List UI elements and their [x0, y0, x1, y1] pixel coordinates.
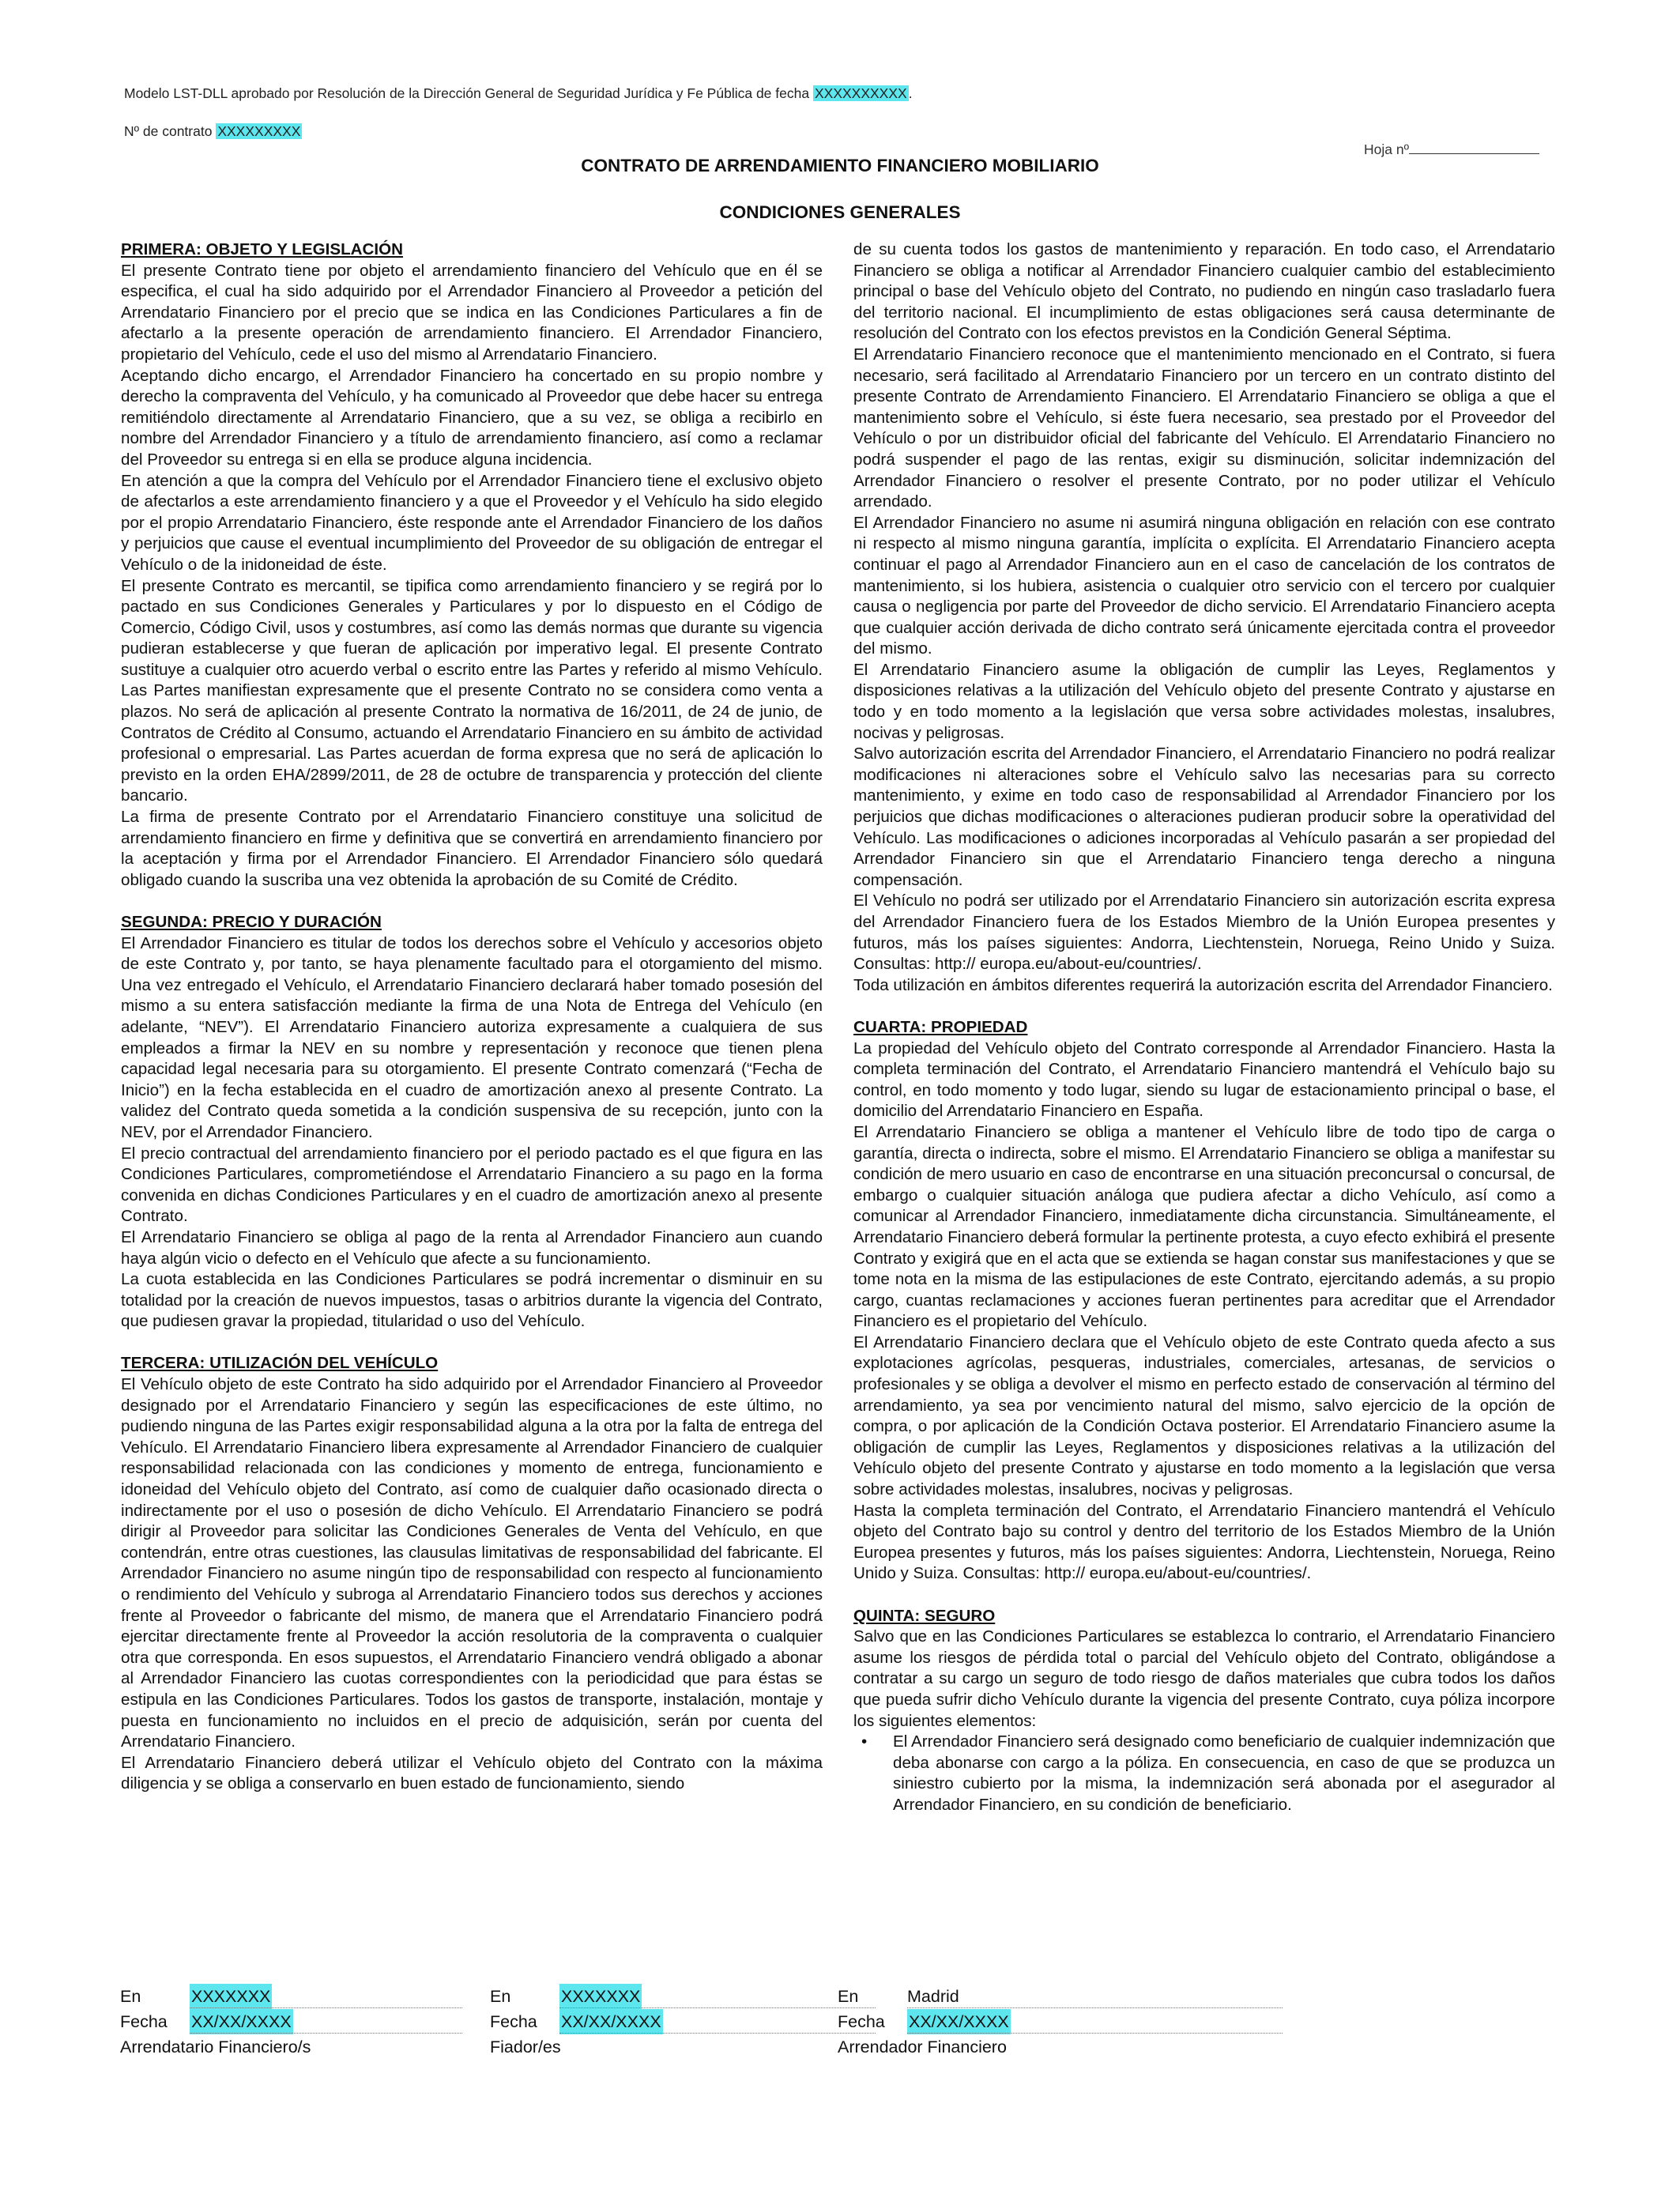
- paragraph: de su cuenta todos los gastos de mantenimiento y reparación. En todo caso, el Arrendatario Financiero se obliga a notificar al Arrendador Financiero cualquier cambio del establecimiento principal o base del Vehículo objeto del Contrato, no pudiendo en ningún caso trasladarlo fuera del territorio nacional. El incumplimiento de estas obligaciones será causa determinante de resolución del Contrato con los efectos previstos en la Condición General Séptima.: [853, 240, 1555, 343]
- date-row: [120, 2009, 311, 2034]
- date-label: Fecha: [838, 2012, 885, 2031]
- date-row: [490, 2009, 661, 2034]
- date-label: Fecha: [490, 2012, 537, 2031]
- paragraph: El Arrendador Financiero es titular de todos los derechos sobre el Vehículo y accesorios objeto de este Contrato y, por tanto, se haya plenamente facultado para el otorgamiento del mismo. Una vez entregado el Vehículo, el Arrendatario Financiero declarará haber tomado posesión del mismo a su entera satisfacción mediante la firma de una Nota de Entrega del Vehículo (en adelante, “NEV”). El Arrendatario Financiero autoriza expresamente a cualquiera de sus empleados a firmar la NEV en su nombre y representación y reconoce que tienen plena capacidad legal necesaria para su otorgamiento. El presente Contrato comenzará (“Fecha de Inicio”) en la fecha establecida en el cuadro de amortización anexo al presente Contrato. La validez del Contrato queda sometida a la condición suspensiva de su recepción, junto con la NEV, por el Arrendador Financiero.: [121, 933, 823, 1141]
- contract-number-line: [124, 123, 302, 140]
- place-label: En: [490, 1987, 511, 2006]
- document-subtitle: CONDICIONES GENERALES: [719, 202, 961, 222]
- place-row: [490, 1984, 641, 2009]
- paragraph: El Arrendatario Financiero se obliga a mantener el Vehículo libre de todo tipo de carga o garantía, directa o indirecta, sobre el mismo. El Arrendatario Financiero se obliga a manifestar su condición de mero usuario en caso de encontrarse en una situación preconcursal o concursal, de embargo o cualquier situación análoga que pudiera afectar a dicho Vehículo, así como a comunicar al Arrendador Financiero, inmediatamente dicha circunstancia. Simultáneamente, el Arrendatario Financiero deberá formular la pertinente protesta, a cuyo efecto exhibirá el presente Contrato y exigirá que en el acta que se extienda se hagan constar sus manifestaciones y que se tome nota en la misma de las estipulaciones de este Contrato, ejercitando además, a su propio cargo, cuantas reclamaciones y acciones fueran pertinentes para acreditar que el Arrendador Financiero es el propietario del Vehículo.: [853, 1122, 1555, 1331]
- paragraph: El Arrendatario Financiero declara que el Vehículo objeto de este Contrato queda afecto a sus explotaciones agrícolas, pesqueras, industriales, comerciales, artesanas, de servicios o profesionales y se obliga a devolver el mismo en perfecto estado de conservación al término del arrendamiento, ya sea por vencimiento natural del mismo, salvo ejercicio de la opción de compra, o por aplicación de la Condición Octava posterior. El Arrendatario Financiero asume la obligación de cumplir las Leyes, Reglamentos y disposiciones relativas a la utilización del Vehículo objeto del presente Contrato y ajustarse en todo momento a la legislación que versa sobre actividades molestas, insalubres, nocivas y peligrosas.: [853, 1333, 1555, 1499]
- place-value[interactable]: XXXXXXX: [559, 1984, 642, 2009]
- place-underline: [190, 2007, 462, 2008]
- model-approval-suffix: .: [908, 85, 913, 101]
- paragraph: El presente Contrato tiene por objeto el arrendamiento financiero del Vehículo que en él se especifica, el cual ha sido adquirido por el Arrendador Financiero al Proveedor a petición del Arrendatario Financiero por el precio que se indica en las Condiciones Particulares a fin de afectarlo a la presente operación de arrendamiento financiero. El Arrendador Financiero, propietario del Vehículo, cede el uso del mismo al Arrendatario Financiero.: [121, 261, 823, 364]
- section-spacer: [121, 891, 823, 912]
- signatory-caption: Fiador/es: [490, 2038, 561, 2056]
- signature-block-guarantor: [490, 1984, 661, 2060]
- paragraph: En atención a que la compra del Vehículo por el Arrendador Financiero tiene el exclusivo objeto de afectarlos a este arrendamiento financiero y a que el Proveedor y el Vehículo ha sido elegido por el propio Arrendatario Financiero, éste responde ante el Arrendador Financiero de los daños y perjuicios que cause el eventual incumplimiento del Proveedor de su obligación de entregar el Vehículo o de la inidoneidad de éste.: [121, 471, 823, 574]
- section-heading-quinta: QUINTA: SEGURO: [853, 1606, 996, 1625]
- place-row: [120, 1984, 311, 2009]
- place-underline: [559, 2007, 876, 2008]
- date-underline: [907, 2033, 1283, 2034]
- model-approval-text: Modelo LST-DLL aprobado por Resolución de la Dirección General de Seguridad Jurídica y Fe Pública de fecha: [124, 85, 810, 101]
- model-approval-line: [124, 85, 913, 102]
- date-value[interactable]: XX/XX/XXXX: [907, 2009, 1011, 2034]
- section-heading-tercera: TERCERA: UTILIZACIÓN DEL VEHÍCULO: [121, 1354, 439, 1373]
- date-label: Fecha: [120, 2012, 168, 2031]
- place-underline: [907, 2007, 1283, 2008]
- date-value[interactable]: XX/XX/XXXX: [190, 2009, 293, 2034]
- paragraph: Salvo que en las Condiciones Particulares se establezca lo contrario, el Arrendatario Financiero asume los riesgos de pérdida total o parcial del Vehículo objeto del Contrato, obligándose a contratar a su cargo un seguro de todo riesgo de daños materiales que cubra todos los daños que pueda sufrir dicho Vehículo durante la vigencia del presente Contrato, cuya póliza incorpore los siguientes elementos:: [853, 1627, 1555, 1730]
- model-date-placeholder: XXXXXXXXXX: [814, 85, 907, 101]
- place-value[interactable]: Madrid: [907, 1987, 959, 2006]
- signature-block-lessor: [838, 1984, 1007, 2060]
- section-spacer: [853, 1585, 1555, 1606]
- contract-number-label: Nº de contrato: [124, 123, 213, 139]
- place-label: En: [838, 1987, 859, 2006]
- paragraph: El Vehículo no podrá ser utilizado por el Arrendatario Financiero sin autorización escrita expresa del Arrendador Financiero fuera de los Estados Miembro de la Unión Europea presentes y futuros, más los países siguientes: Andorra, Liechtenstein, Noruega, Reino Unido y Suiza. Consultas: http:// europa.eu/about-eu/countries/.: [853, 892, 1555, 974]
- paragraph: El Arrendador Financiero no asume ni asumirá ninguna obligación en relación con ese contrato ni respecto al mismo ninguna garantía, implícita o explícita. El Arrendatario Financiero acepta continuar el pago al Arrendador Financiero aun en el caso de cancelación de los contratos de mantenimiento, si los hubiera, asistencia o cualquier otro servicio con el tercero por cualquier causa o negligencia por parte del Proveedor de dicho servicio. El Arrendatario Financiero acepta que cualquier acción derivada de dicho contrato será únicamente ejercitada contra el proveedor del mismo.: [853, 513, 1555, 658]
- paragraph: El Arrendatario Financiero asume la obligación de cumplir las Leyes, Reglamentos y disposiciones relativas a la utilización del Vehículo objeto del presente Contrato y ajustarse en todo y en todo momento a la legislación que versa sobre actividades molestas, insalubres, nocivas y peligrosas.: [853, 660, 1555, 742]
- paragraph: El Vehículo objeto de este Contrato ha sido adquirido por el Arrendador Financiero al Proveedor designado por el Arrendatario Financiero y según las especificaciones de este último, no pudiendo ninguna de las Partes exigir responsabilidad alguna a la otra por la falta de entrega del Vehículo. El Arrendatario Financiero libera expresamente al Arrendador Financiero de cualquier responsabilidad relacionada con las condiciones y momento de entrega, funcionamiento e idoneidad del Vehículo objeto del Contrato, así como de cualquier daño ocasionado directa o indirectamente por el uso o posesión de dicho Vehículo. El Arrendatario Financiero se podrá dirigir al Proveedor para solicitar las Condiciones Generales de Venta del Vehículo, en que contendrán, entre otras cuestiones, las clausulas limitativas de responsabilidad del fabricante. El Arrendador Financiero no asume ningún tipo de responsabilidad con respecto al funcionamiento o rendimiento del Vehículo y subroga al Arrendatario Financiero todos sus derechos y acciones frente al Proveedor o fabricante del mismo, de manera que el Arrendatario Financiero podrá ejercitar directamente frente al Proveedor la acción resolutoria de la compraventa o cualquier otra que corresponda. En esos supuestos, el Arrendatario Financiero vendrá obligado a abonar al Arrendador Financiero las cuotas correspondientes con la periodicidad que para éstas se estipula en las Condiciones Particulares. Todos los gastos de transporte, instalación, montaje y puesta en funcionamiento no incluidos en el precio de adquisición, serán por cuenta del Arrendatario Financiero.: [121, 1375, 823, 1751]
- section-spacer: [121, 1333, 823, 1354]
- paragraph: La cuota establecida en las Condiciones Particulares se podrá incrementar o disminuir en su totalidad por la creación de nuevos impuestos, tasas o arbitrios durante la vigencia del Contrato, que pudiesen gravar la propiedad, titularidad o uso del Vehículo.: [121, 1270, 823, 1331]
- signature-block-lessee: [120, 1984, 311, 2060]
- place-row: [838, 1984, 1007, 2009]
- right-column: [853, 239, 1555, 1969]
- signatory-caption: Arrendatario Financiero/s: [120, 2038, 311, 2056]
- date-underline: [559, 2033, 876, 2034]
- signatory-caption: Arrendador Financiero: [838, 2038, 1007, 2056]
- document-title: CONTRATO DE ARRENDAMIENTO FINANCIERO MOBILIARIO: [581, 156, 1099, 175]
- paragraph: La propiedad del Vehículo objeto del Contrato corresponde al Arrendador Financiero. Hasta la completa terminación del Contrato, el Arrendatario Financiero mantendrá el Vehículo bajo su control, en todo momento y todo lugar, siendo su lugar de estacionamiento principal o base, el domicilio del Arrendatario Financiero en España.: [853, 1039, 1555, 1121]
- paragraph: La firma de presente Contrato por el Arrendatario Financiero constituye una solicitud de arrendamiento financiero en firme y definitiva que se convertirá en arrendamiento financiero por la aceptación y firma por el Arrendador Financiero. El Arrendador Financiero sólo quedará obligado cuando la suscriba una vez obtenida la aprobación de su Comité de Crédito.: [121, 808, 823, 889]
- paragraph: Toda utilización en ámbitos diferentes requerirá la autorización escrita del Arrendador Financiero.: [853, 975, 1553, 994]
- place-label: En: [120, 1987, 141, 2006]
- left-column: [121, 239, 823, 1969]
- paragraph: Hasta la completa terminación del Contrato, el Arrendatario Financiero mantendrá el Vehículo objeto del Contrato bajo su control y dentro del territorio de los Estados Miembro de la Unión Europea presentes y futuros, más los países siguientes: Andorra, Liechtenstein, Noruega, Reino Unido y Suiza. Consultas: http:// europa.eu/about-eu/countries/.: [853, 1501, 1555, 1583]
- sheet-number-blank: [1409, 141, 1539, 154]
- paragraph: El presente Contrato es mercantil, se tipifica como arrendamiento financiero y se regirá por lo pactado en sus Condiciones Generales y Particulares y por lo dispuesto en el Código de Comercio, Código Civil, usos y costumbres, así como las demás normas que durante su vigencia pudieran establecerse y que fueran de aplicación por imperativo legal. El presente Contrato sustituye a cualquier otro acuerdo verbal o escrito entre las Partes y referido al mismo Vehículo. Las Partes manifiestan expresamente que el presente Contrato no se considera como venta a plazos. No será de aplicación al presente Contrato la normativa de 16/2011, de 24 de junio, de Contratos de Crédito al Consumo, actuando el Arrendatario Financiero en su ámbito de actividad profesional o empresarial. Las Partes acuerdan de forma expresa que no será de aplicación lo previsto en la orden EHA/2899/2011, de 28 de octubre de transparencia y protección del cliente bancario.: [121, 576, 823, 805]
- paragraph: El Arrendatario Financiero deberá utilizar el Vehículo objeto del Contrato con la máxima diligencia y se obliga a conservarlo en buen estado de funcionamiento, siendo: [121, 1753, 823, 1793]
- date-value[interactable]: XX/XX/XXXX: [559, 2009, 663, 2034]
- paragraph: El Arrendatario Financiero se obliga al pago de la renta al Arrendador Financiero aun cuando haya algún vicio o defecto en el Vehículo que afecte a su funcionamiento.: [121, 1227, 823, 1268]
- section-heading-segunda: SEGUNDA: PRECIO Y DURACIÓN: [121, 913, 382, 931]
- contract-number-placeholder: XXXXXXXXX: [217, 123, 301, 139]
- section-spacer: [853, 996, 1555, 1017]
- section-heading-cuarta: CUARTA: PROPIEDAD: [853, 1017, 1028, 1036]
- date-underline: [190, 2033, 462, 2034]
- sheet-number-label: Hoja nº: [1364, 141, 1409, 157]
- section-heading-primera: PRIMERA: OBJETO Y LEGISLACIÓN: [121, 240, 404, 258]
- paragraph: Salvo autorización escrita del Arrendador Financiero, el Arrendatario Financiero no podrá realizar modificaciones ni alteraciones sobre el Vehículo salvo las necesarias para su correcto mantenimiento, y exime en todo caso de responsabilidad al Arrendador Financiero por los perjuicios que dichas modificaciones o alteraciones pudieran producir sobre la operatividad del Vehículo. Las modificaciones o adiciones incorporadas al Vehículo pasarán a ser propiedad del Arrendador Financiero sin que el Arrendatario Financiero tenga derecho a ninguna compensación.: [853, 745, 1555, 889]
- place-value[interactable]: XXXXXXX: [190, 1984, 272, 2009]
- paragraph: Aceptando dicho encargo, el Arrendador Financiero ha concertado en su propio nombre y derecho la compraventa del Vehículo, y ha comunicado al Proveedor que debe hacer su entrega remitiéndolo directamente al Arrendatario Financiero, que a su vez, se obliga a recibirlo en nombre del Arrendador Financiero y a título de arrendamiento financiero, así como a reclamar del Proveedor su entrega si en ella se produce alguna incidencia.: [121, 366, 823, 469]
- list-item: • El Arrendador Financiero será designado como beneficiario de cualquier indemnización que deba abonarse con cargo a la póliza. En consecuencia, en caso de que se produzca un siniestro cubierto por la misma, la indemnización será abonada por el asegurador al Arrendador Financiero, en su condición de beneficiario.: [853, 1732, 1555, 1815]
- paragraph: El Arrendatario Financiero reconoce que el mantenimiento mencionado en el Contrato, si fuera necesario, será facilitado al Arrendatario Financiero por un tercero en un contrato distinto del presente Contrato de Arrendamiento Financiero. El Arrendatario Financiero se obliga a que el mantenimiento sobre el Vehículo, si éste fuera necesario, sea prestado por el Proveedor del Vehículo o por un distribuidor oficial del fabricante del Vehículo. El Arrendatario Financiero no podrá suspender el pago de las rentas, exigir su disminución, solicitar indemnización del Arrendador Financiero o resolver el presente Contrato, por no poder utilizar el Vehículo arrendado.: [853, 345, 1555, 511]
- date-row: [838, 2009, 1007, 2034]
- insurance-requirements-list: [853, 1732, 1555, 1815]
- paragraph: El precio contractual del arrendamiento financiero por el periodo pactado es el que figura en las Condiciones Particulares, comprometiéndose el Arrendatario Financiero a su pago en la forma convenida en dichas Condiciones Particulares y en el cuadro de amortización anexo al presente Contrato.: [121, 1144, 823, 1226]
